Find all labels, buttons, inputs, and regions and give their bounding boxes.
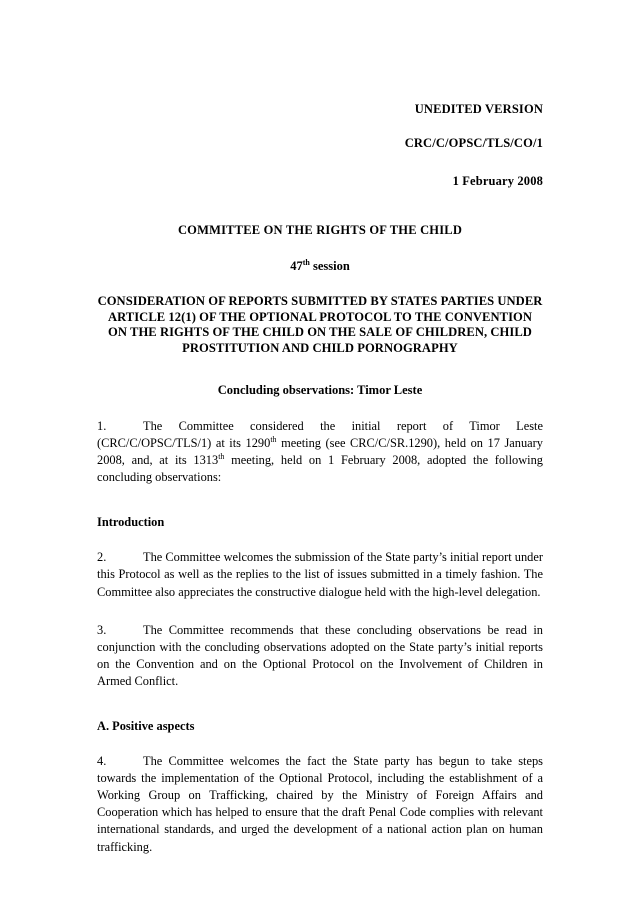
paragraph-3-number: 3. <box>97 622 107 637</box>
document-header-block <box>97 0 543 188</box>
document-content <box>97 0 543 856</box>
paragraph-4 <box>97 753 543 856</box>
paragraph-4-number: 4. <box>97 754 107 769</box>
main-title: CONSIDERATION OF REPORTS SUBMITTED BY STATES PARTIES UNDER ARTICLE 12(1) OF THE OPTIONAL PROTOCOL TO THE CONVENTION ON THE RIGHTS OF THE CHILD ON THE SALE OF CHILDREN, CHILD PROSTITUTION AND CHILD PORNOGRAPHY <box>97 294 543 355</box>
paragraph-2-number: 2. <box>97 550 107 565</box>
committee-title: COMMITTEE ON THE RIGHTS OF THE CHILD <box>177 223 463 237</box>
paragraph-1-number: 1. <box>97 419 107 433</box>
unedited-version-label: UNEDITED VERSION <box>414 102 543 116</box>
subject-line: Concluding observations: Timor Leste <box>217 383 423 397</box>
session-label: session <box>312 259 350 273</box>
session-ordinal-suffix: th <box>302 257 310 267</box>
paragraph-3-text: The Committee recommends that these concluding observations be read in conjunction with the concluding observations adopted on the State party’s initial reports on the Convention and on the Optional Protocol on the Involvement of Children in Armed Conflict. <box>97 622 543 688</box>
paragraph-4-text: The Committee welcomes the fact the State party has begun to take steps towards the implementation of the Optional Protocol, including the establishment of a Working Group on Trafficking, chaired by the Ministry of Foreign Affairs and Cooperation which has helped to ensure that the draft Penal Code complies with relevant international standards, and urged the development of a national action plan on human trafficking. <box>97 754 543 854</box>
paragraph-2 <box>97 549 543 600</box>
paragraph-1-text-b: meeting (see CRC/C/SR.1290), held on 17 January 2008, and, at its 1313 <box>97 436 543 468</box>
session-line <box>97 259 543 273</box>
session-number: 47 <box>290 259 303 273</box>
paragraph-1-text-c: meeting, held on 1 February 2008, adopted the following concluding observations: <box>97 453 543 485</box>
paragraph-1-text-a: The Committee considered the initial report of Timor Leste (CRC/C/OPSC/TLS/1) at its 1290 <box>97 419 543 451</box>
paragraph-3 <box>97 622 543 690</box>
document-date: 1 February 2008 <box>452 174 543 188</box>
positive-aspects-heading: A. Positive aspects <box>97 719 195 734</box>
paragraph-1 <box>97 418 543 486</box>
document-symbol: CRC/C/OPSC/TLS/CO/1 <box>404 136 543 150</box>
paragraph-1-sup-a: th <box>270 434 277 444</box>
paragraph-1-sup-b: th <box>218 452 225 462</box>
introduction-heading: Introduction <box>97 515 165 530</box>
paragraph-2-text: The Committee welcomes the submission of the State party’s initial report under this Protocol as well as the replies to the list of issues submitted in a timely fashion. The Committee also appreciates the constructive dialogue held with the high-level delegation. <box>97 550 543 599</box>
